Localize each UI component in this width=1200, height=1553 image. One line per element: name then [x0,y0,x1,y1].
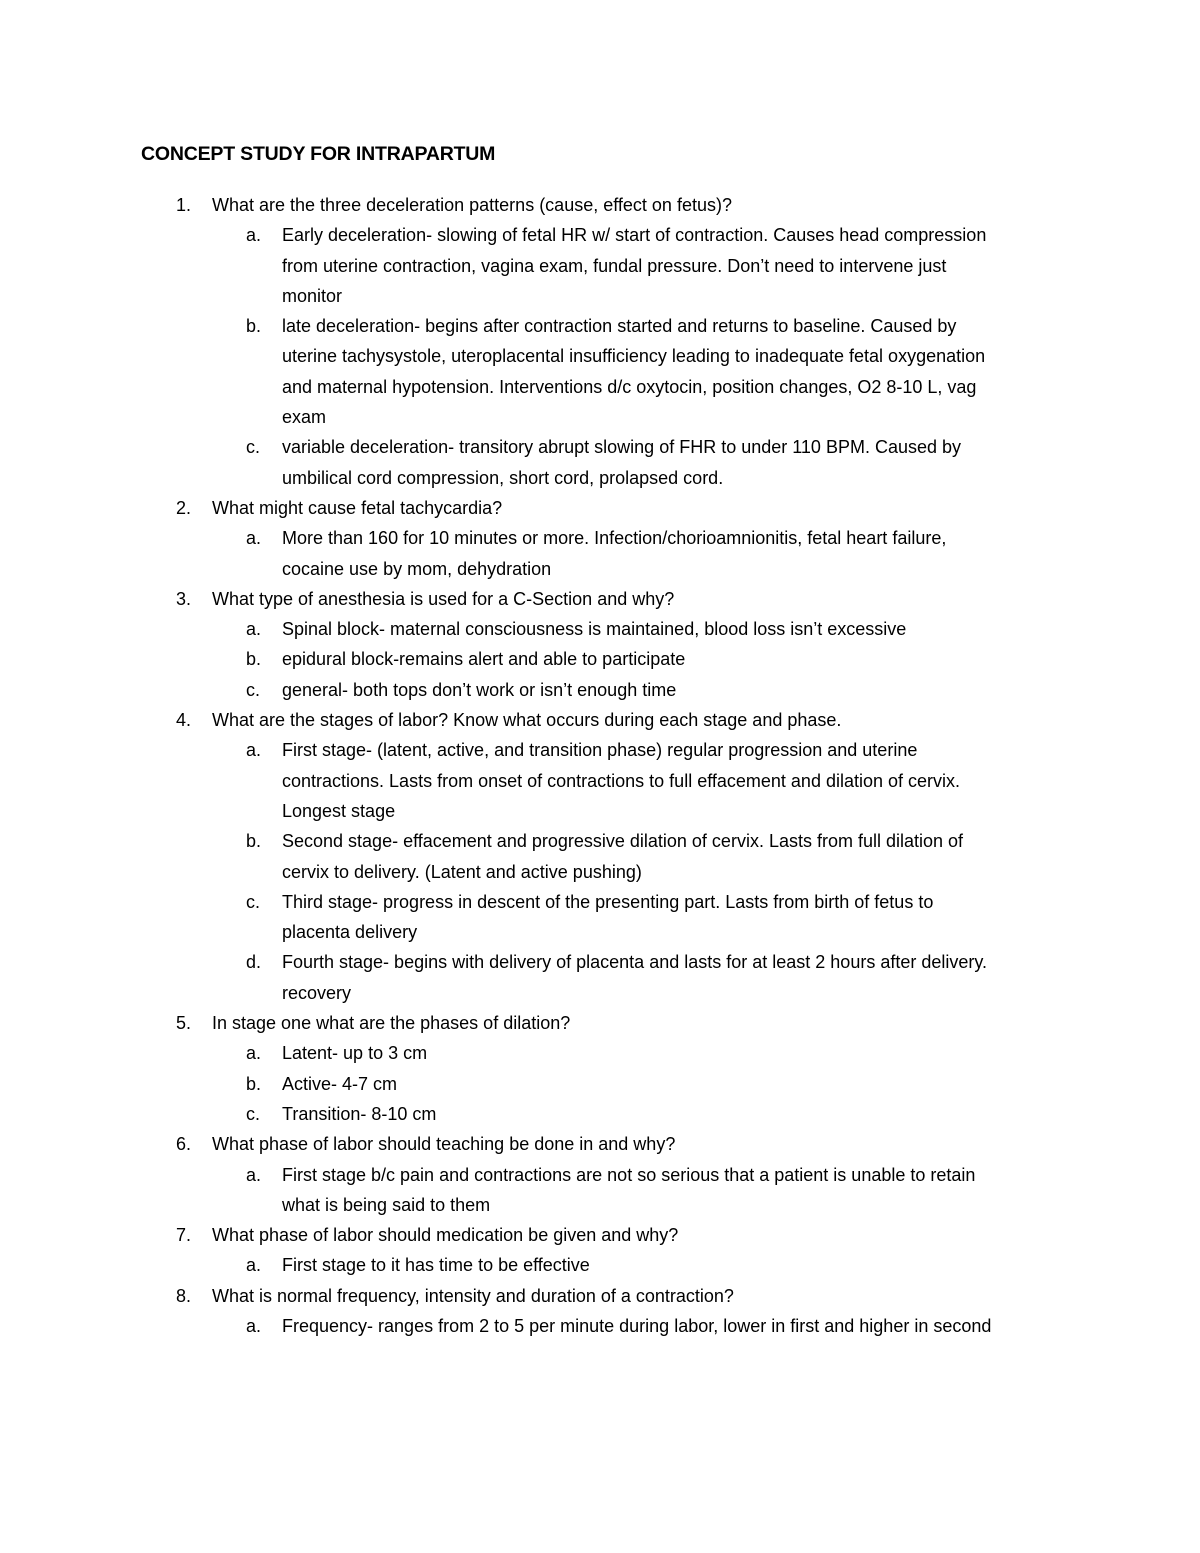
question-number: 3. [176,588,192,609]
answer-letter: d. [246,952,262,973]
answer-item [212,735,1002,826]
question-number: 1. [176,195,192,215]
question-item [0,1281,1200,1342]
answer-item [212,947,1002,1008]
answer-letter: a. [246,225,262,246]
answer-list [212,1160,1080,1221]
answer-text: Transition- 8-10 cm [282,1103,437,1124]
answer-text: general- both tops don’t work or isn’t enough time [282,679,677,700]
answer-text: Spinal block- maternal consciousness is maintained, blood loss isn’t excessive [282,619,907,640]
answer-list [212,220,1080,493]
question-number: 8. [176,1285,192,1306]
question-text: What phase of labor should medication be given and why? [212,1225,679,1246]
question-item [0,1129,1200,1220]
answer-letter: a. [246,619,262,640]
answer-item [212,826,1002,887]
answer-item [212,644,1002,674]
answer-letter: b. [246,1073,262,1094]
answer-letter: c. [246,437,261,458]
question-number: 6. [176,1134,192,1155]
answer-letter: b. [246,649,262,670]
answer-text: Third stage- progress in descent of the presenting part. Lasts from birth of fetus to placenta delivery [282,891,934,943]
answer-list [212,523,1080,584]
answer-text: late deceleration- begins after contraction started and returns to baseline. Caused by uterine tachysystole, uteroplacental insufficiency leading to inadequate fetal oxygenation and maternal hypotension. Interventions d/c oxytocin, position changes, O2 8-10 L, vag exam [282,316,986,428]
question-item [0,584,1200,705]
question-text: What might cause fetal tachycardia? [212,497,503,518]
answer-text: First stage- (latent, active, and transition phase) regular progression and uterine contractions. Lasts from onset of contractions to full effacement and dilation of cervix. Longest stage [282,740,961,821]
answer-item [212,1160,1002,1221]
answer-item [212,1069,1002,1099]
answer-text: Fourth stage- begins with delivery of placenta and lasts for at least 2 hours after delivery. recovery [282,952,988,1003]
answer-letter: b. [246,316,262,337]
answer-text: Early deceleration- slowing of fetal HR w/ start of contraction. Causes head compression from uterine contraction, vagina exam, fundal pressure. Don’t need to intervene just monitor [282,225,987,306]
question-text: What are the three deceleration patterns (cause, effect on fetus)? [212,195,732,215]
answer-item [212,1038,1002,1068]
answer-item [212,1311,1002,1341]
answer-letter: a. [246,1255,262,1276]
answer-item [212,1099,1002,1129]
answer-letter: a. [246,1315,262,1336]
question-text: What type of anesthesia is used for a C-Section and why? [212,588,675,609]
question-number: 4. [176,710,192,731]
answer-text: First stage to it has time to be effective [282,1255,590,1276]
answer-list [212,735,1080,1008]
answer-letter: b. [246,831,262,852]
answer-list [212,1250,1080,1280]
answer-text: Frequency- ranges from 2 to 5 per minute during labor, lower in first and higher in second [282,1315,992,1336]
answer-item [212,614,1002,644]
question-item [0,705,1200,1008]
answer-letter: a. [246,1164,262,1185]
question-text: What are the stages of labor? Know what occurs during each stage and phase. [212,710,842,731]
question-item [0,1220,1200,1281]
answer-text: variable deceleration- transitory abrupt slowing of FHR to under 110 BPM. Caused by umbilical cord compression, short cord, prolapsed cord. [282,437,962,488]
answer-text: epidural block-remains alert and able to participate [282,649,686,670]
answer-list [212,614,1080,705]
question-text: What phase of labor should teaching be done in and why? [212,1134,676,1155]
question-number: 5. [176,1013,192,1034]
answer-item [212,432,1002,493]
answer-letter: c. [246,891,261,912]
answer-item [212,887,1002,948]
answer-letter: a. [246,740,262,761]
answer-letter: a. [246,528,262,549]
answer-letter: c. [246,1103,261,1124]
answer-letter: c. [246,679,261,700]
answer-text: Active- 4-7 cm [282,1073,398,1094]
answer-letter: a. [246,1043,262,1064]
question-item [0,190,1200,493]
answer-text: Second stage- effacement and progressive dilation of cervix. Lasts from full dilation of cervix to delivery. (Latent and active pushing) [282,831,964,882]
answer-text: More than 160 for 10 minutes or more. Infection/chorioamnionitis, fetal heart failure, cocaine use by mom, dehydration [282,528,947,579]
question-list [0,190,1200,1341]
answer-list [212,1311,1080,1341]
question-item [0,1008,1200,1129]
answer-text: Latent- up to 3 cm [282,1043,428,1064]
answer-text: First stage b/c pain and contractions are not so serious that a patient is unable to retain what is being said to them [282,1164,976,1215]
answer-item [212,675,1002,705]
answer-item [212,220,1002,311]
question-text: What is normal frequency, intensity and duration of a contraction? [212,1285,734,1306]
document-title: CONCEPT STUDY FOR INTRAPARTUM [141,143,496,165]
question-number: 2. [176,497,192,518]
answer-item [212,523,1002,584]
question-item [0,493,1200,584]
answer-item [212,1250,1002,1280]
answer-list [212,1038,1080,1129]
answer-item [212,311,1002,432]
question-number: 7. [176,1225,192,1246]
question-text: In stage one what are the phases of dilation? [212,1013,571,1034]
